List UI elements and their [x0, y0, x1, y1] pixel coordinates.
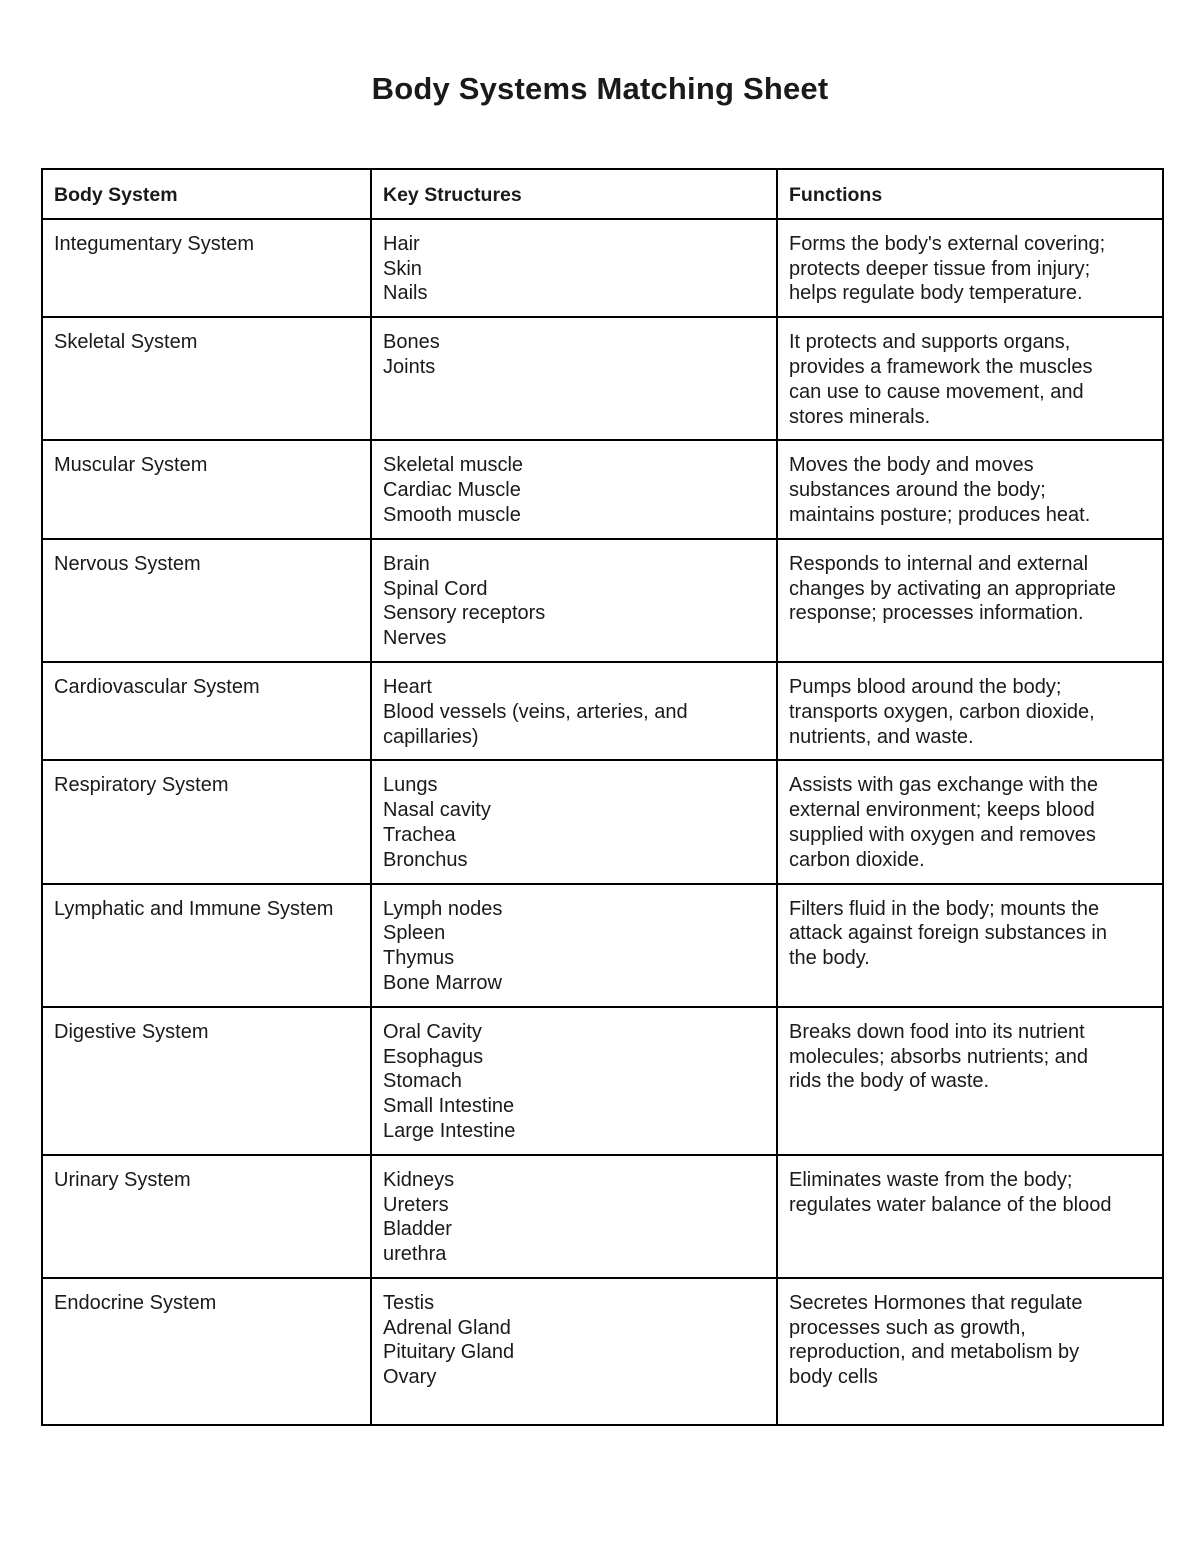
function-line: can use to cause movement, and: [789, 380, 1084, 403]
structure-item: urethra: [383, 1243, 447, 1266]
structure-item: Small Intestine: [383, 1095, 515, 1118]
structure-item: Nerves: [383, 627, 447, 650]
structure-item: Ovary: [383, 1366, 437, 1389]
structure-item: Lymph nodes: [383, 897, 503, 920]
function-line: Breaks down food into its nutrient: [789, 1020, 1085, 1043]
function-line: body cells: [789, 1366, 878, 1389]
body-system-cell: Lymphatic and Immune System: [42, 884, 371, 1007]
body-system-cell: Respiratory System: [42, 760, 371, 883]
function-line: supplied with oxygen and removes: [789, 823, 1096, 846]
structure-item: Oral Cavity: [383, 1020, 482, 1043]
structure-item: Ureters: [383, 1193, 449, 1216]
table-header-row: [42, 169, 1163, 219]
body-system-cell: Skeletal System: [42, 317, 371, 440]
functions-cell: [777, 1155, 1163, 1278]
table-row: [42, 884, 1163, 1007]
structure-item: Skin: [383, 257, 422, 280]
function-line: stores minerals.: [789, 405, 931, 428]
structure-item: Lungs: [383, 774, 438, 797]
header-functions: Functions: [777, 169, 1163, 219]
key-structures-cell: [371, 1278, 777, 1425]
structure-item: Brain: [383, 552, 430, 575]
structure-item: Skeletal muscle: [383, 454, 524, 477]
key-structures-cell: [371, 317, 777, 440]
structure-item: Cardiac Muscle: [383, 479, 521, 502]
function-line: Secretes Hormones that regulate: [789, 1291, 1083, 1314]
structure-item: Joints: [383, 355, 436, 378]
function-line: the body.: [789, 947, 870, 970]
key-structures-cell: [371, 1155, 777, 1278]
function-line: processes such as growth,: [789, 1316, 1026, 1339]
table-row: [42, 219, 1163, 317]
body-system-cell: Cardiovascular System: [42, 662, 371, 760]
functions-cell: [777, 1007, 1163, 1155]
structure-item: Nails: [383, 282, 428, 305]
function-line: attack against foreign substances in: [789, 922, 1107, 945]
function-line: Pumps blood around the body;: [789, 675, 1062, 698]
function-line: response; processes information.: [789, 602, 1084, 625]
structure-item: Nasal cavity: [383, 799, 491, 822]
key-structures-cell: [371, 662, 777, 760]
function-line: helps regulate body temperature.: [789, 282, 1083, 305]
function-line: reproduction, and metabolism by: [789, 1341, 1080, 1364]
header-key-structures: Key Structures: [371, 169, 777, 219]
structure-item: Pituitary Gland: [383, 1341, 515, 1364]
table-row: [42, 760, 1163, 883]
structure-item: Bronchus: [383, 848, 468, 871]
structure-item: Sensory receptors: [383, 602, 546, 625]
body-system-cell: Digestive System: [42, 1007, 371, 1155]
structure-item: Stomach: [383, 1070, 462, 1093]
key-structures-cell: [371, 884, 777, 1007]
function-line: maintains posture; produces heat.: [789, 503, 1091, 526]
table-row: [42, 440, 1163, 538]
body-system-cell: Muscular System: [42, 440, 371, 538]
structure-item: Kidneys: [383, 1168, 455, 1191]
function-line: Filters fluid in the body; mounts the: [789, 897, 1100, 920]
structure-item: Bone Marrow: [383, 971, 502, 994]
function-line: protects deeper tissue from injury;: [789, 257, 1091, 280]
functions-cell: [777, 1278, 1163, 1425]
function-line: rids the body of waste.: [789, 1070, 990, 1093]
table-row: [42, 539, 1163, 662]
structure-item: Large Intestine: [383, 1119, 516, 1142]
structure-item: Esophagus: [383, 1045, 484, 1068]
structure-item: capillaries): [383, 725, 479, 748]
table-row: [42, 662, 1163, 760]
structure-item: Bones: [383, 331, 440, 354]
functions-cell: [777, 317, 1163, 440]
function-line: transports oxygen, carbon dioxide,: [789, 700, 1095, 723]
structure-item: Hair: [383, 232, 420, 255]
function-line: provides a framework the muscles: [789, 355, 1093, 378]
structure-item: Spinal Cord: [383, 577, 488, 600]
body-systems-table: [41, 168, 1164, 1426]
functions-cell: [777, 219, 1163, 317]
structure-item: Testis: [383, 1291, 435, 1314]
structure-item: Spleen: [383, 922, 446, 945]
key-structures-cell: [371, 760, 777, 883]
table-row: [42, 1007, 1163, 1155]
functions-cell: [777, 884, 1163, 1007]
body-system-cell: Endocrine System: [42, 1278, 371, 1425]
function-line: molecules; absorbs nutrients; and: [789, 1045, 1089, 1068]
table-row: [42, 1155, 1163, 1278]
structure-item: Smooth muscle: [383, 503, 521, 526]
key-structures-cell: [371, 440, 777, 538]
body-system-cell: Integumentary System: [42, 219, 371, 317]
key-structures-cell: [371, 1007, 777, 1155]
structure-item: Adrenal Gland: [383, 1316, 511, 1339]
functions-cell: [777, 760, 1163, 883]
function-line: external environment; keeps blood: [789, 799, 1095, 822]
functions-cell: [777, 662, 1163, 760]
functions-cell: [777, 440, 1163, 538]
function-line: changes by activating an appropriate: [789, 577, 1116, 600]
function-line: Eliminates waste from the body;: [789, 1168, 1073, 1191]
header-body-system: Body System: [42, 169, 371, 219]
functions-cell: [777, 539, 1163, 662]
page-title: Body Systems Matching Sheet: [371, 71, 829, 106]
structure-item: Thymus: [383, 947, 455, 970]
key-structures-cell: [371, 539, 777, 662]
structure-item: Trachea: [383, 823, 456, 846]
body-system-cell: Urinary System: [42, 1155, 371, 1278]
table-body: [42, 219, 1163, 1425]
function-line: regulates water balance of the blood: [789, 1193, 1112, 1216]
function-line: nutrients, and waste.: [789, 725, 974, 748]
function-line: Moves the body and moves: [789, 454, 1034, 477]
function-line: Assists with gas exchange with the: [789, 774, 1099, 797]
body-system-cell: Nervous System: [42, 539, 371, 662]
function-line: Responds to internal and external: [789, 552, 1089, 575]
table-row: [42, 317, 1163, 440]
structure-item: Blood vessels (veins, arteries, and: [383, 700, 688, 723]
function-line: substances around the body;: [789, 479, 1046, 502]
table-row: [42, 1278, 1163, 1425]
function-line: Forms the body's external covering;: [789, 232, 1106, 255]
function-line: carbon dioxide.: [789, 848, 925, 871]
function-line: It protects and supports organs,: [789, 331, 1071, 354]
structure-item: Bladder: [383, 1218, 452, 1241]
structure-item: Heart: [383, 675, 432, 698]
key-structures-cell: [371, 219, 777, 317]
